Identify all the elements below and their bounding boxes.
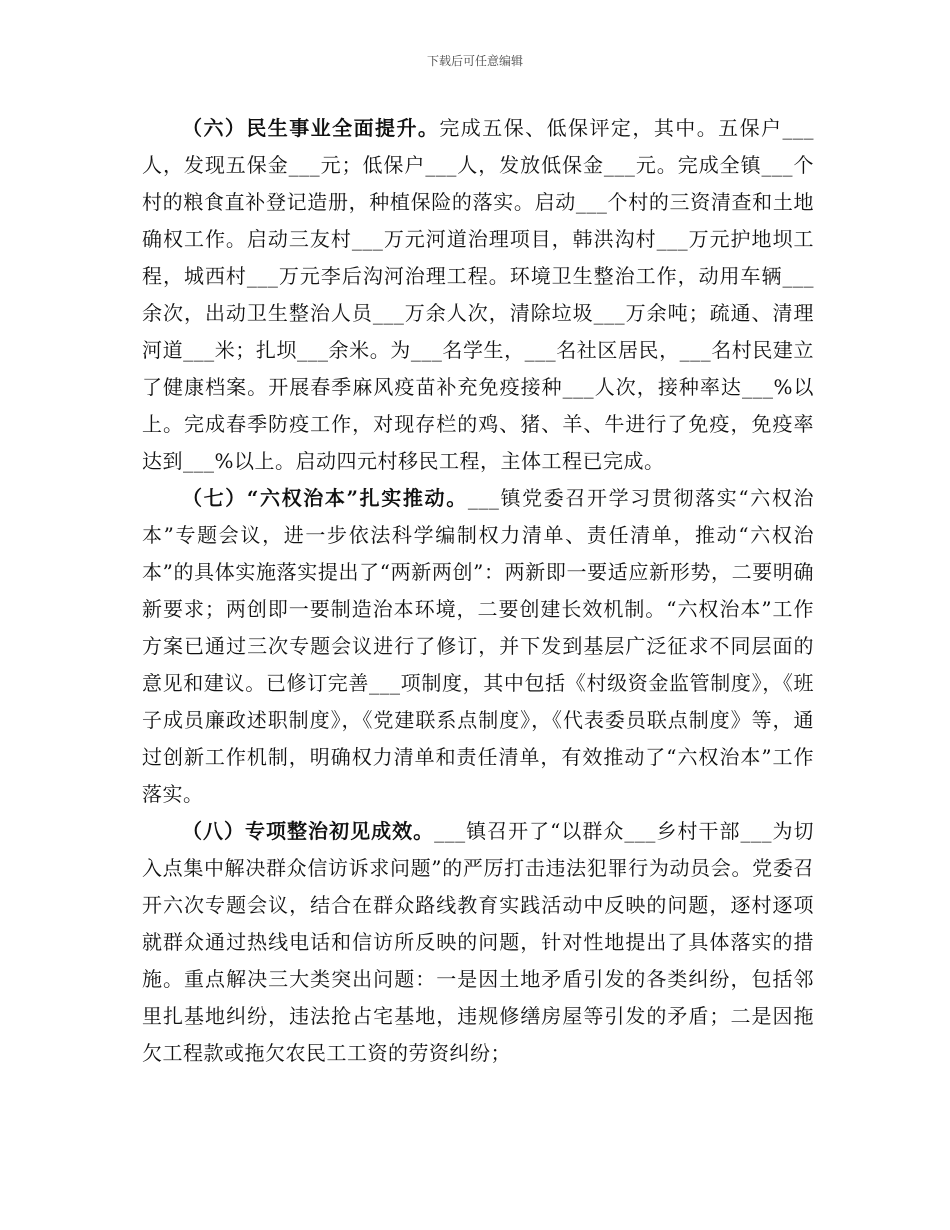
document-body <box>142 110 814 1072</box>
section-eight-body: ___镇召开了“以群众___乡村干部___为切入点集中解决群众信访诉求问题”的严厉打击违法犯罪行为动员会。党委召开六次专题会议，结合在群众路线教育实践活动中反映的问题，逐村逐项就群众通过热线电话和信访所反映的问题，针对性地提出了具体落实的措施。重点解决三大类突出问题：一是因土地矛盾引发的各类纠纷，包括邻里扎基地纠纷，违法抢占宅基地，违规修缮房屋等引发的矛盾；二是因拖欠工程款或拖欠农民工工资的劳资纠纷； <box>142 819 815 1065</box>
section-eight-paragraph <box>142 813 814 1072</box>
page-header: 下载后可任意编辑 <box>426 54 523 68</box>
section-seven-body: ___镇党委召开学习贯彻落实“六权治本”专题会议，进一步依法科学编制权力清单、责任清单，推动“六权治本”的具体实施落实提出了“两新两创”：两新即一要适应新形势，二要明确新要求；两创即一要制造治本环境，二要创建长效机制。“六权治本”工作方案已通过三次专题会议进行了修订，并下发到基层广泛征求不同层面的意见和建议。已修订完善___项制度，其中包括《村级资金监管制度》，《班子成员廉政述职制度》，《党建联系点制度》，《代表委员联点制度》等，通过创新工作机制，明确权力清单和责任清单，有效推动了“六权治本”工作落实。 <box>142 486 814 806</box>
section-six-heading: （六）民生事业全面提升。 <box>182 116 440 140</box>
section-seven-paragraph <box>142 480 814 813</box>
section-seven-heading: （七）“六权治本”扎实推动。 <box>182 486 468 510</box>
section-six-body: 完成五保、低保评定，其中。五保户___人，发现五保金___元；低保户___人，发放低保金___元。完成全镇___个村的粮食直补登记造册，种植保险的落实。启动___个村的三资清查和土地确权工作。启动三友村___万元河道治理项目，韩洪沟村___万元护地坝工程，城西村___万元李后沟河治理工程。环境卫生整治工作，动用车辆___余次，出动卫生整治人员___万余人次，清除垃圾___万余吨；疏通、清理河道___米；扎坝___余米。为___名学生，___名社区居民，___名村民建立了健康档案。开展春季麻风疫苗补充免疫接种___人次，接种率达___%以上。完成春季防疫工作，对现存栏的鸡、猪、羊、牛进行了免疫，免疫率达到___%以上。启动四元村移民工程，主体工程已完成。 <box>142 116 815 473</box>
section-six-paragraph <box>142 110 814 480</box>
section-eight-heading: （八）专项整治初见成效。 <box>182 819 435 843</box>
